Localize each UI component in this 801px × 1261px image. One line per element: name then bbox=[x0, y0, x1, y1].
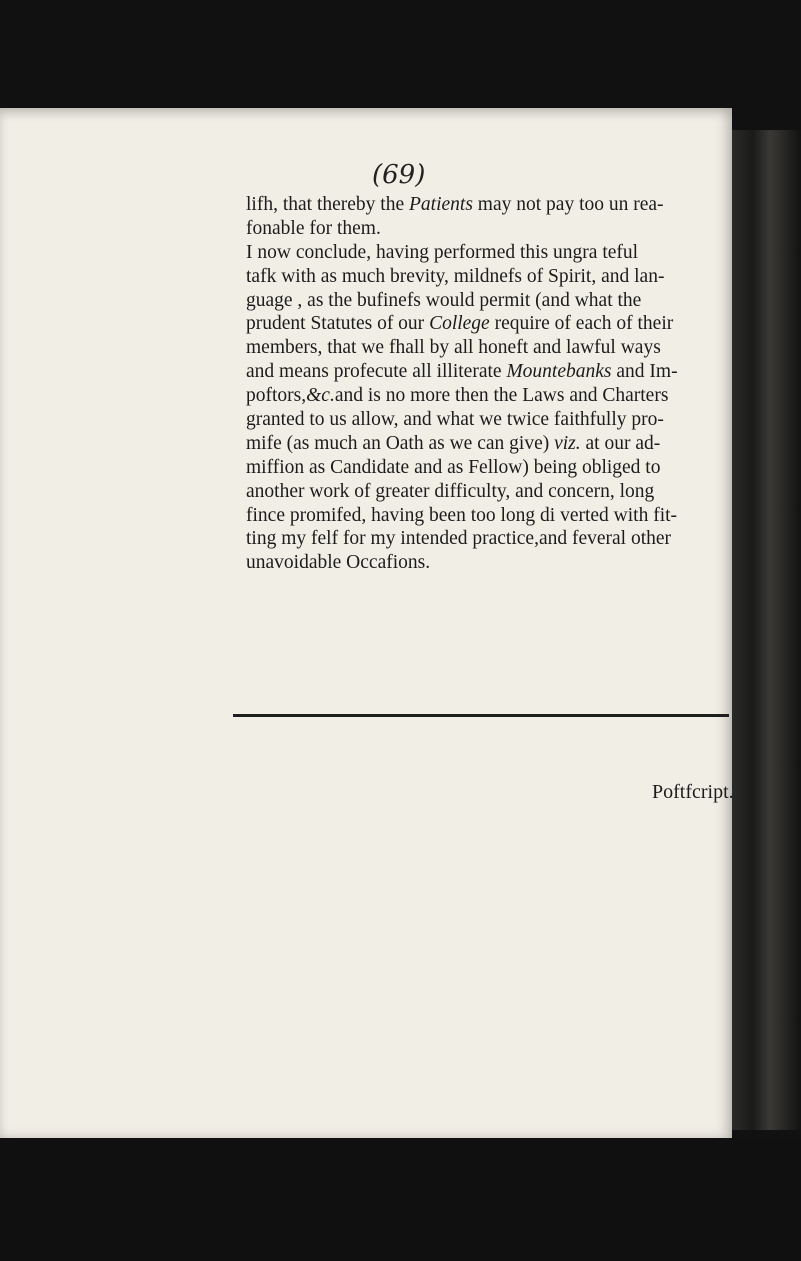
text-segment: I now conclude, having performed this ungra teful bbox=[246, 241, 639, 263]
text-line bbox=[246, 241, 726, 265]
italic-text-segment: Mountebanks bbox=[506, 361, 612, 383]
text-segment: at our ad- bbox=[580, 432, 661, 454]
text-segment: and Im- bbox=[611, 361, 678, 383]
scan-bottom-margin bbox=[0, 1138, 801, 1261]
section-divider-rule bbox=[233, 714, 729, 717]
text-line bbox=[246, 312, 726, 336]
text-line bbox=[246, 408, 726, 432]
text-line bbox=[246, 432, 726, 456]
text-line bbox=[246, 456, 726, 480]
italic-text-segment: Patients bbox=[409, 194, 473, 215]
italic-text-segment: viz. bbox=[554, 432, 581, 454]
text-line bbox=[246, 336, 726, 360]
text-line bbox=[246, 384, 726, 408]
text-line bbox=[246, 360, 726, 384]
text-segment: and means profecute all illiterate bbox=[246, 361, 507, 383]
text-line bbox=[246, 527, 726, 551]
text-segment: may not pay too un rea- bbox=[472, 194, 664, 215]
text-line bbox=[246, 289, 726, 313]
text-line bbox=[246, 480, 726, 504]
text-segment: tafk with as much brevity, mildnefs of Spirit, and lan- bbox=[246, 265, 665, 287]
text-segment: fince promifed, having been too long di verted with fit- bbox=[246, 504, 678, 526]
italic-text-segment: &c. bbox=[306, 385, 335, 407]
text-segment: miffion as Candidate and as Fellow) being obliged to bbox=[246, 456, 661, 478]
text-segment: another work of greater difficulty, and concern, long bbox=[246, 480, 655, 502]
text-line bbox=[246, 504, 726, 528]
text-line bbox=[246, 193, 726, 217]
italic-text-segment: College bbox=[429, 313, 490, 335]
text-segment: unavoidable Occafions. bbox=[246, 552, 431, 574]
text-segment: fonable for them. bbox=[246, 217, 381, 239]
text-segment: prudent Statutes of our bbox=[246, 313, 430, 335]
text-segment: members, that we fhall by all honeft and lawful ways bbox=[246, 337, 661, 359]
text-line bbox=[246, 265, 726, 289]
text-segment: ting my felf for my intended practice,and feveral other bbox=[246, 528, 672, 550]
text-segment: require of each of their bbox=[489, 313, 674, 335]
text-segment: and is no more then the Laws and Charters bbox=[334, 385, 669, 407]
text-segment: granted to us allow, and what we twice faithfully pro- bbox=[246, 409, 664, 431]
text-line bbox=[246, 217, 726, 241]
postscript-heading: Poftfcript. bbox=[652, 781, 734, 803]
text-segment: poftors, bbox=[246, 385, 307, 407]
text-segment: mife (as much an Oath as we can give) bbox=[246, 432, 555, 454]
body-text bbox=[246, 193, 726, 575]
page-number: (69) bbox=[372, 160, 426, 190]
page-edge-shadow bbox=[732, 130, 801, 1130]
text-segment: guage , as the bufinefs would permit (and what the bbox=[246, 289, 642, 311]
text-segment: lifh, that thereby the bbox=[246, 194, 409, 215]
text-line bbox=[246, 551, 726, 575]
